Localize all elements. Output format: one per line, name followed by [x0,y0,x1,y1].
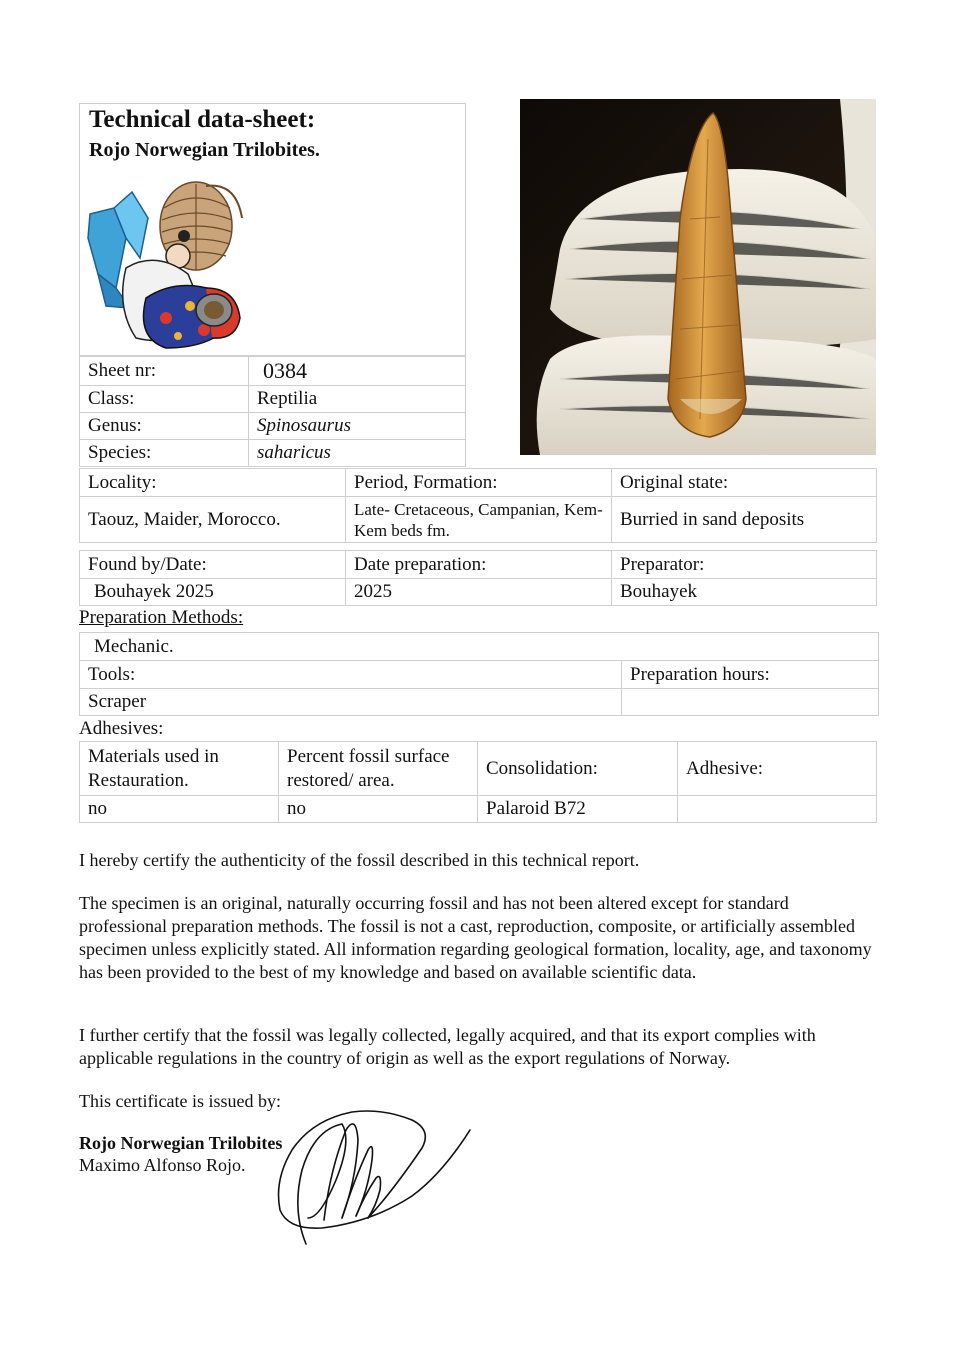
percent-restored-value: no [278,795,478,823]
adhesive-value [677,795,877,823]
sheet-title: Technical data-sheet: [89,106,316,133]
original-state-value: Burried in sand deposits [611,496,877,543]
issued-by-text: This certificate is issued by: [79,1091,281,1111]
consolidation-value: Palaroid B72 [477,795,678,823]
found-by-value: Bouhayek 2025 [79,578,346,606]
spinosaurus-tooth-photo [520,99,876,455]
materials-value: no [79,795,279,823]
sheet-nr-label: Sheet nr: [79,356,249,386]
class-value: Reptilia [248,385,466,413]
species-value: saharicus [248,439,466,467]
genus-value: Spinosaurus [248,412,466,440]
genus-label: Genus: [79,412,249,440]
period-formation-header: Period, Formation: [345,468,612,497]
consolidation-header: Consolidation: [477,741,678,796]
tools-label: Tools: [79,660,622,689]
class-label: Class: [79,385,249,413]
date-preparation-header: Date preparation: [345,550,612,579]
certify-paragraph-3: I further certify that the fossil was legally collected, legally acquired, and that its export complies with applicable regulations in the country of origin as well as the export regulations of Norway. [79,1025,816,1068]
preparation-methods-heading: Preparation Methods: [79,607,244,628]
locality-value: Taouz, Maider, Morocco. [79,496,346,543]
original-state-header: Original state: [611,468,877,497]
found-by-header: Found by/Date: [79,550,346,579]
person-name: Maximo Alfonso Rojo. [79,1155,246,1175]
tools-value: Scraper [79,688,622,716]
adhesive-header: Adhesive: [677,741,877,796]
date-preparation-value: 2025 [345,578,612,606]
preparator-header: Preparator: [611,550,877,579]
company-name: Rojo Norwegian Trilobites [79,1133,283,1153]
species-label: Species: [79,439,249,467]
materials-header: Materials used in Restauration. [79,741,279,796]
locality-header: Locality: [79,468,346,497]
preparation-hours-label: Preparation hours: [621,660,879,689]
preparation-hours-value [621,688,879,716]
certify-paragraph-2: The specimen is an original, naturally occurring fossil and has not been altered except for standard professional preparation methods. The fossil is not a cast, reproduction, composite, or artificially assembled specimen unless explicitly stated. All information regarding geological formation, locality, age, and taxonomy has been provided to the best of my knowledge and based on available scientific data. [79,893,872,982]
period-formation-value: Late- Cretaceous, Campanian, Kem-Kem beds fm. [345,496,612,543]
percent-restored-header: Percent fossil surface restored/ area. [278,741,478,796]
samurai-trilobite-crystal-logo-icon [86,178,246,353]
certify-paragraph-1: I hereby certify the authenticity of the fossil described in this technical report. [79,850,640,870]
sheet-subtitle: Rojo Norwegian Trilobites. [89,139,320,161]
preparator-value: Bouhayek [611,578,877,606]
adhesives-heading: Adhesives: [79,718,164,739]
handwritten-signature [272,1100,477,1250]
sheet-nr-value: 0384 [248,356,466,386]
preparation-method-value: Mechanic. [79,632,879,661]
